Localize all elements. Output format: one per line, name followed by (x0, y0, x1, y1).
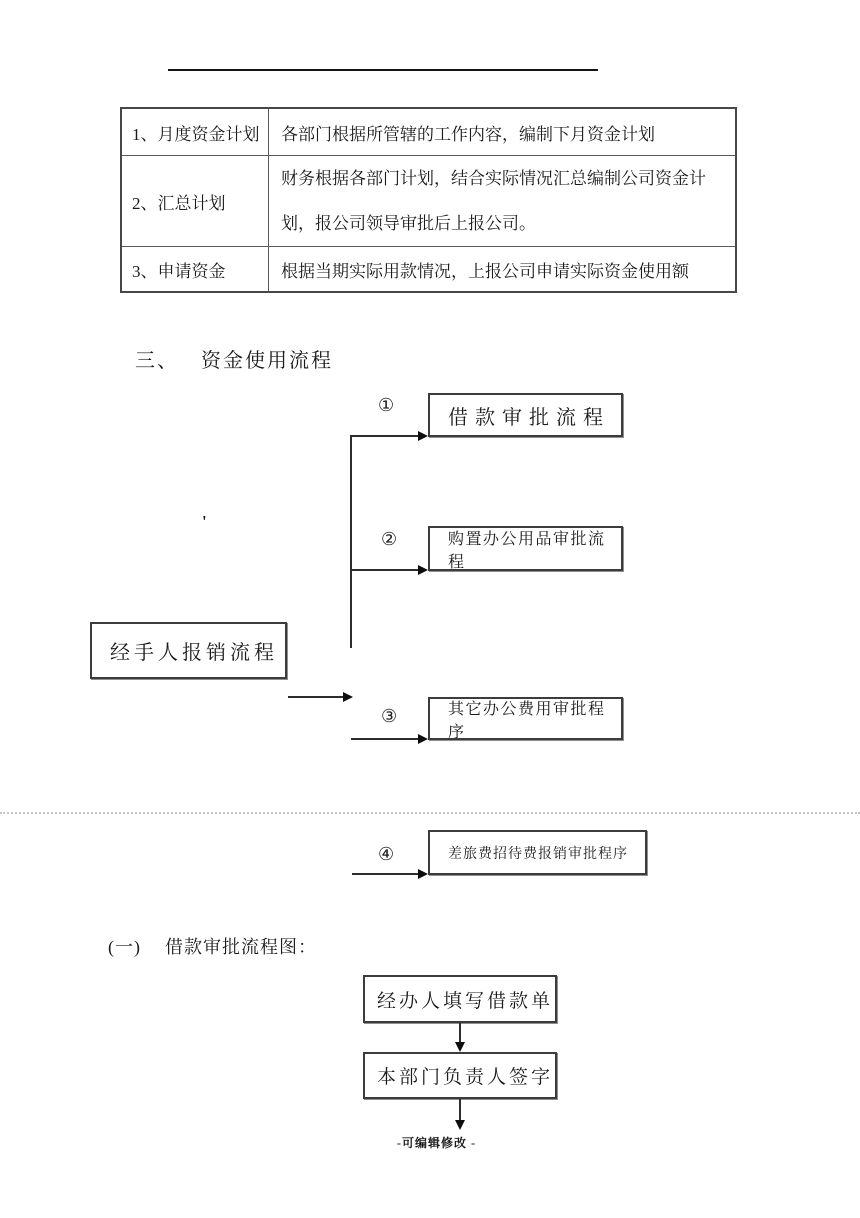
row-desc-cell (269, 156, 735, 246)
subsection-heading (108, 933, 317, 959)
flow-box-label: 差旅费招待费报销审批程序 (448, 846, 628, 862)
arrow-line-branch4 (352, 873, 420, 875)
section-number: 三、 (135, 350, 179, 372)
branch-number-3: ③ (381, 706, 398, 726)
branch-number-4: ④ (378, 844, 395, 864)
page-break-dotted-line (0, 812, 860, 814)
table-row (122, 247, 735, 291)
arrowhead-right-icon (343, 692, 353, 702)
footer-note: -可编辑修改 - (397, 1136, 476, 1150)
arrowhead-right-icon (418, 734, 428, 744)
flow-box-other-office-expense (428, 697, 623, 740)
flow-box-label: 经手人报销流程 (110, 642, 278, 664)
arrow-line-branch2 (351, 569, 420, 571)
row-label-cell (122, 247, 269, 291)
flow-box-label: 其它办公费用审批程序 (448, 700, 606, 741)
subsection-number: (一) (108, 937, 141, 957)
flow-box-office-supplies (428, 526, 623, 571)
row-label-cell (122, 109, 269, 155)
row-desc-line: 根据当期实际用款情况，上报公司申请实际资金使用额 (281, 261, 689, 281)
arrow-line-branch1 (351, 435, 420, 437)
row-label: 1、月度资金计划 (132, 124, 260, 144)
flow-box-handler-reimburse (90, 622, 287, 679)
flow-box-borrow-approval (428, 393, 623, 437)
row-desc-line: 各部门根据所管辖的工作内容，编制下月资金计划 (281, 124, 655, 144)
stray-apostrophe-mark: ' (202, 512, 207, 531)
branch-number-2: ② (381, 529, 398, 549)
row-desc-line: 财务根据各部门计划，结合实际情况汇总编制公司资金计 (281, 169, 706, 188)
section-title: 资金使用流程 (201, 350, 333, 372)
row-desc-line: 划，报公司领导审批后上报公司。 (281, 214, 536, 233)
arrow-line-branch3 (351, 738, 420, 740)
step-label: 本部门负责人签字 (377, 1067, 554, 1088)
arrow-line-step2 (459, 1099, 461, 1122)
row-label: 3、申请资金 (132, 261, 226, 281)
step-box-fill-borrow-form (363, 975, 557, 1023)
arrowhead-right-icon (418, 565, 428, 575)
step-box-dept-head-sign (363, 1052, 557, 1099)
row-desc-cell (269, 247, 735, 291)
row-desc-cell (269, 109, 735, 155)
section-heading (135, 344, 333, 373)
arrow-line-from-source (288, 696, 344, 698)
arrowhead-right-icon (418, 431, 428, 441)
table-row (122, 109, 735, 156)
connector-vertical-line (350, 435, 352, 648)
row-label: 2、汇总计划 (132, 193, 226, 213)
flow-box-travel-entertain-expense (428, 830, 647, 875)
step-label: 经办人填写借款单 (377, 990, 554, 1012)
flow-box-label: 借款审批流程 (448, 406, 610, 429)
row-label-cell (122, 156, 269, 246)
subsection-title: 借款审批流程图： (165, 937, 317, 957)
flow-box-label: 购置办公用品审批流程 (448, 530, 606, 571)
branch-number-1: ① (378, 395, 395, 415)
arrow-line-step1 (459, 1023, 461, 1044)
arrowhead-down-icon (455, 1120, 465, 1130)
table-row (122, 156, 735, 247)
arrowhead-down-icon (455, 1042, 465, 1052)
arrowhead-right-icon (418, 869, 428, 879)
funds-plan-table (120, 107, 737, 293)
blank-title-underline (168, 69, 598, 71)
